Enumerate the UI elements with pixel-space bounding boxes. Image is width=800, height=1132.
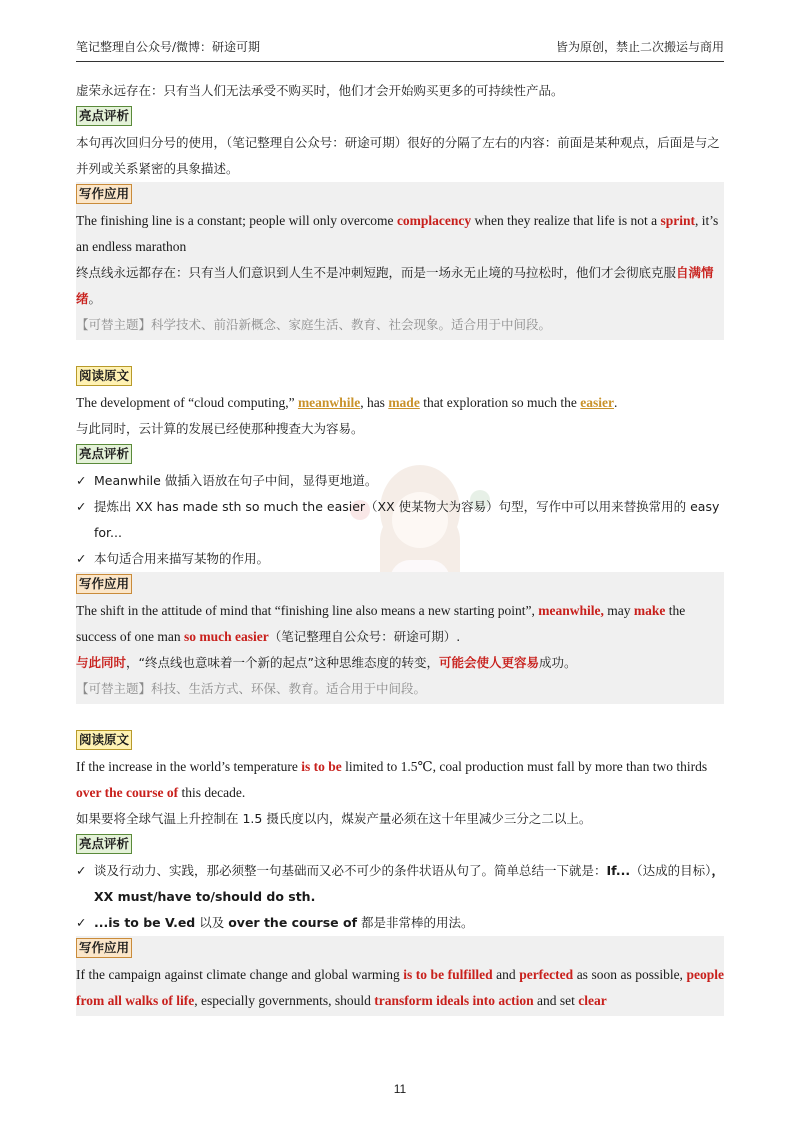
check-icon: ✓ <box>76 915 87 930</box>
tag-reading-2: 阅读原文 <box>76 366 132 386</box>
block3-point-1: ✓ 谈及行动力、实践，那必须整一句基础而又必不可少的条件状语从句了。简单总结一下就是：If...（达成的目标），XX must/have to/should do sth. <box>76 858 724 910</box>
tag-writing-3: 写作应用 <box>76 938 132 958</box>
block2-point-2: ✓ 提炼出 XX has made sth so much the easier（XX 使某物大为容易）句型，写作中可以用来替换常用的 easy for... <box>76 494 724 546</box>
tag-highlight-2: 亮点评析 <box>76 444 132 464</box>
block3-writing-english: If the campaign against climate change and global warming is to be fulfilled and perfected as soon as possible, people from all walks of life, especially governments, should transform ideals into action and set clear <box>76 967 724 1008</box>
block3-writing-box <box>76 936 724 1016</box>
block2-writing-chinese: 与此同时，“终点线也意味着一个新的起点”这种思维态度的转变，可能会使人更容易成功。 <box>76 655 577 670</box>
block1-analysis: 本句再次回归分号的使用，（笔记整理自公众号：研途可期）很好的分隔了左右的内容：前面是某种观点，后面是与之并列或关系紧密的具象描述。 <box>76 135 720 176</box>
block1-writing-english: The finishing line is a constant; people will only overcome complacency when they realize that life is not a sprint, it’s an endless marathon <box>76 213 719 254</box>
tag-reading-3: 阅读原文 <box>76 730 132 750</box>
header-left: 笔记整理自公众号/微博：研途可期 <box>76 40 261 54</box>
block1-writing-box <box>76 182 724 340</box>
block3-chinese: 如果要将全球气温上升控制在 1.5 摄氏度以内，煤炭产量必须在这十年里减少三分之二以上。 <box>76 811 592 826</box>
check-icon: ✓ <box>76 499 87 514</box>
header-right: 皆为原创，禁止二次搬运与商用 <box>555 40 724 54</box>
tag-highlight-3: 亮点评析 <box>76 834 132 854</box>
page-content <box>76 78 724 1016</box>
block2-point-3: ✓ 本句适合用来描写某物的作用。 <box>76 546 724 572</box>
block3-point-2: ✓ ...is to be V.ed 以及 over the course of 都是非常棒的用法。 <box>76 910 724 936</box>
block1-chinese-top: 虚荣永远存在：只有当人们无法承受不购买时，他们才会开始购买更多的可持续性产品。 <box>76 83 564 98</box>
page-header <box>76 38 724 62</box>
tag-highlight-1: 亮点评析 <box>76 106 132 126</box>
page-number: 11 <box>393 1082 407 1096</box>
check-icon: ✓ <box>76 551 87 566</box>
block2-chinese: 与此同时，云计算的发展已经使那种搜查大为容易。 <box>76 421 364 436</box>
block2-theme: 【可替主题】科技、生活方式、环保、教育。适合用于中间段。 <box>76 681 427 696</box>
tag-writing-2: 写作应用 <box>76 574 132 594</box>
block3-english: If the increase in the world’s temperature is to be limited to 1.5℃, coal production must fall by more than two thirds over the course of this decade. <box>76 759 708 800</box>
block1-writing-chinese: 终点线永远都存在：只有当人们意识到人生不是冲刺短跑，而是一场永无止境的马拉松时，他们才会彻底克服自满情绪。 <box>76 265 714 306</box>
block2-english: The development of “cloud computing,” meanwhile, has made that exploration so much the easier. <box>76 395 618 410</box>
check-icon: ✓ <box>76 863 87 878</box>
tag-writing-1: 写作应用 <box>76 184 132 204</box>
block2-writing-box <box>76 572 724 704</box>
block2-point-1: ✓ Meanwhile 做插入语放在句子中间，显得更地道。 <box>76 468 724 494</box>
check-icon: ✓ <box>76 473 87 488</box>
block1-theme: 【可替主题】科学技术、前沿新概念、家庭生活、教育、社会现象。适合用于中间段。 <box>76 317 552 332</box>
block2-writing-english: The shift in the attitude of mind that “finishing line also means a new starting point”, meanwhile, may make the success of one man so much easier（笔记整理自公众号：研途可期）. <box>76 603 686 644</box>
